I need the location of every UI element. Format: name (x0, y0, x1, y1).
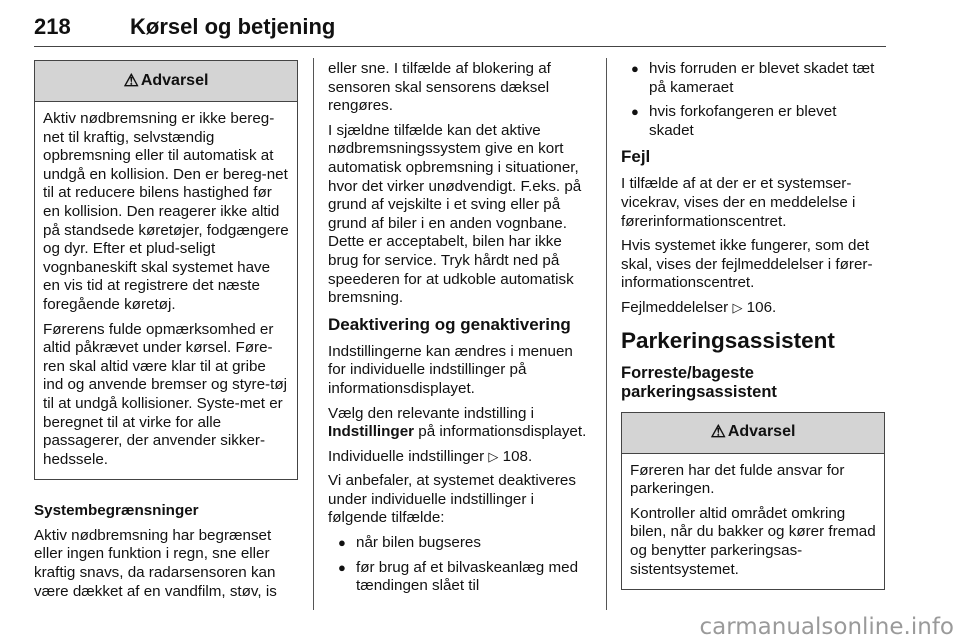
warning-triangle-icon: ⚠ (123, 70, 139, 90)
sub-heading-line: Forreste/bageste (621, 363, 754, 382)
list-item: ● før brug af et bilvaskeanlæg med tændingen slået til (328, 559, 594, 596)
warning-paragraph: Kontroller altid området omkring bilen, når du bakker og kører fremad og benytter parkeringsas-sistentsystemet. (630, 504, 876, 578)
warning-title: Advarsel (140, 71, 209, 89)
section-heading-fejl: Fejl (621, 147, 651, 167)
column-1 (34, 60, 298, 607)
warning-title: Advarsel (727, 423, 796, 441)
bullet-list (621, 60, 885, 140)
body-paragraph: I sjældne tilfælde kan det aktive nødbremsningssystem give en kort automatisk opbremsning i situationer, hvor det virker unødvendigt. F.eks. på grund af vejskilte i et sving eller på grund af biler i en anden vognbane. Dette er acceptabelt, bilen har ikke brug for service. Tryk hårdt ned på speederen for at udkoble automatisk bremsning. (328, 121, 582, 307)
warning-header (622, 413, 884, 454)
warning-paragraph: Aktiv nødbremsning er ikke bereg-net til kraftig, selvstændig opbremsning eller til automatisk at undgå en kollision. Den er bereg-net til at reducere bilens hastighed før en kollision. Den reagerer ikke altid på standsede køretøjer, fodgængere og dyr. Efter et plud-seligt vognbaneskift skal systemet have en vis tid at registrere det næste foregående køretøj. (43, 110, 289, 313)
column-3 (621, 60, 885, 590)
warning-paragraph: Førerens fulde opmærksomhed er altid påkrævet under kørsel. Føre-ren skal altid være klar til at gribe ind og anvende bremser og styre-tøj til at undgå kollisioner. Syste-met er beregnet til at virke for alle passagerer, der anvender sikker-hedssele. (43, 320, 287, 468)
page-ref-number[interactable]: 106. (746, 298, 777, 316)
body-paragraph: eller sne. I tilfælde af blokering af sensoren skal sensorens dæksel rengøres. (328, 60, 551, 115)
text-span: Fejlmeddelelser (621, 298, 733, 316)
page-header (30, 8, 886, 46)
header-rule (34, 46, 886, 47)
text-span: på informationsdisplayet. (414, 423, 587, 441)
column-divider-1 (313, 58, 314, 610)
body-paragraph: Indstillingerne kan ændres i menuen for individuelle indstillinger på informationsdisplayet. (328, 342, 573, 397)
text-span: Vælg den relevante indstilling i (328, 404, 534, 422)
page-ref-icon: ▷ (732, 299, 743, 315)
body-paragraph (328, 405, 594, 442)
page-ref-icon: ▷ (488, 448, 499, 464)
warning-paragraph: Føreren har det fulde ansvar for parkeringen. (630, 461, 845, 498)
chapter-title: Kørsel og betjening (130, 14, 336, 39)
watermark: carmanualsonline.info (699, 614, 954, 640)
body-paragraph: I tilfælde af at der er et systemser-vicekrav, vises der en meddelelse i førerinformationscentret. (621, 175, 856, 230)
page-number: 218 (34, 14, 71, 39)
bullet-list (328, 534, 594, 596)
body-paragraph: Aktiv nødbremsning har begrænset eller ingen funktion i regn, sne eller kraftig snavs, da radarsensoren kan være dækket af en vandfilm, støv, is (34, 526, 277, 600)
body-paragraph: Hvis systemet ikke fungerer, som det skal, vises der fejlmeddelelser i fører-informationscentret. (621, 237, 873, 292)
text-span: Individuelle indstillinger (328, 447, 489, 465)
warning-body (35, 102, 297, 479)
warning-body (622, 454, 884, 590)
warning-box-1 (34, 60, 298, 480)
body-paragraph: Vi anbefaler, at systemet deaktiveres under individuelle indstillinger i følgende tilfælde: (328, 472, 576, 527)
warning-box-2 (621, 412, 885, 591)
page-ref-number[interactable]: 108. (502, 447, 533, 465)
column-divider-2 (606, 58, 607, 610)
menu-name-indstillinger: Indstillinger (328, 423, 415, 441)
body-paragraph (621, 299, 885, 318)
warning-header (35, 61, 297, 102)
section-heading-deaktivering: Deaktivering og genaktivering (328, 314, 571, 334)
sub-heading-line: parkeringsassistent (621, 382, 777, 401)
list-item: ● hvis forruden er blevet skadet tæt på kameraet (621, 60, 885, 97)
list-item: ● når bilen bugseres (328, 534, 594, 553)
body-paragraph (328, 448, 594, 467)
sub-heading (621, 364, 885, 402)
subheading-systembegraensninger: Systembegrænsninger (34, 502, 199, 520)
chapter-section-heading: Parkeringsassistent (621, 327, 835, 353)
list-item: ● hvis forkofangeren er blevet skadet (621, 103, 885, 140)
warning-triangle-icon: ⚠ (710, 422, 726, 442)
column-2 (328, 60, 594, 602)
